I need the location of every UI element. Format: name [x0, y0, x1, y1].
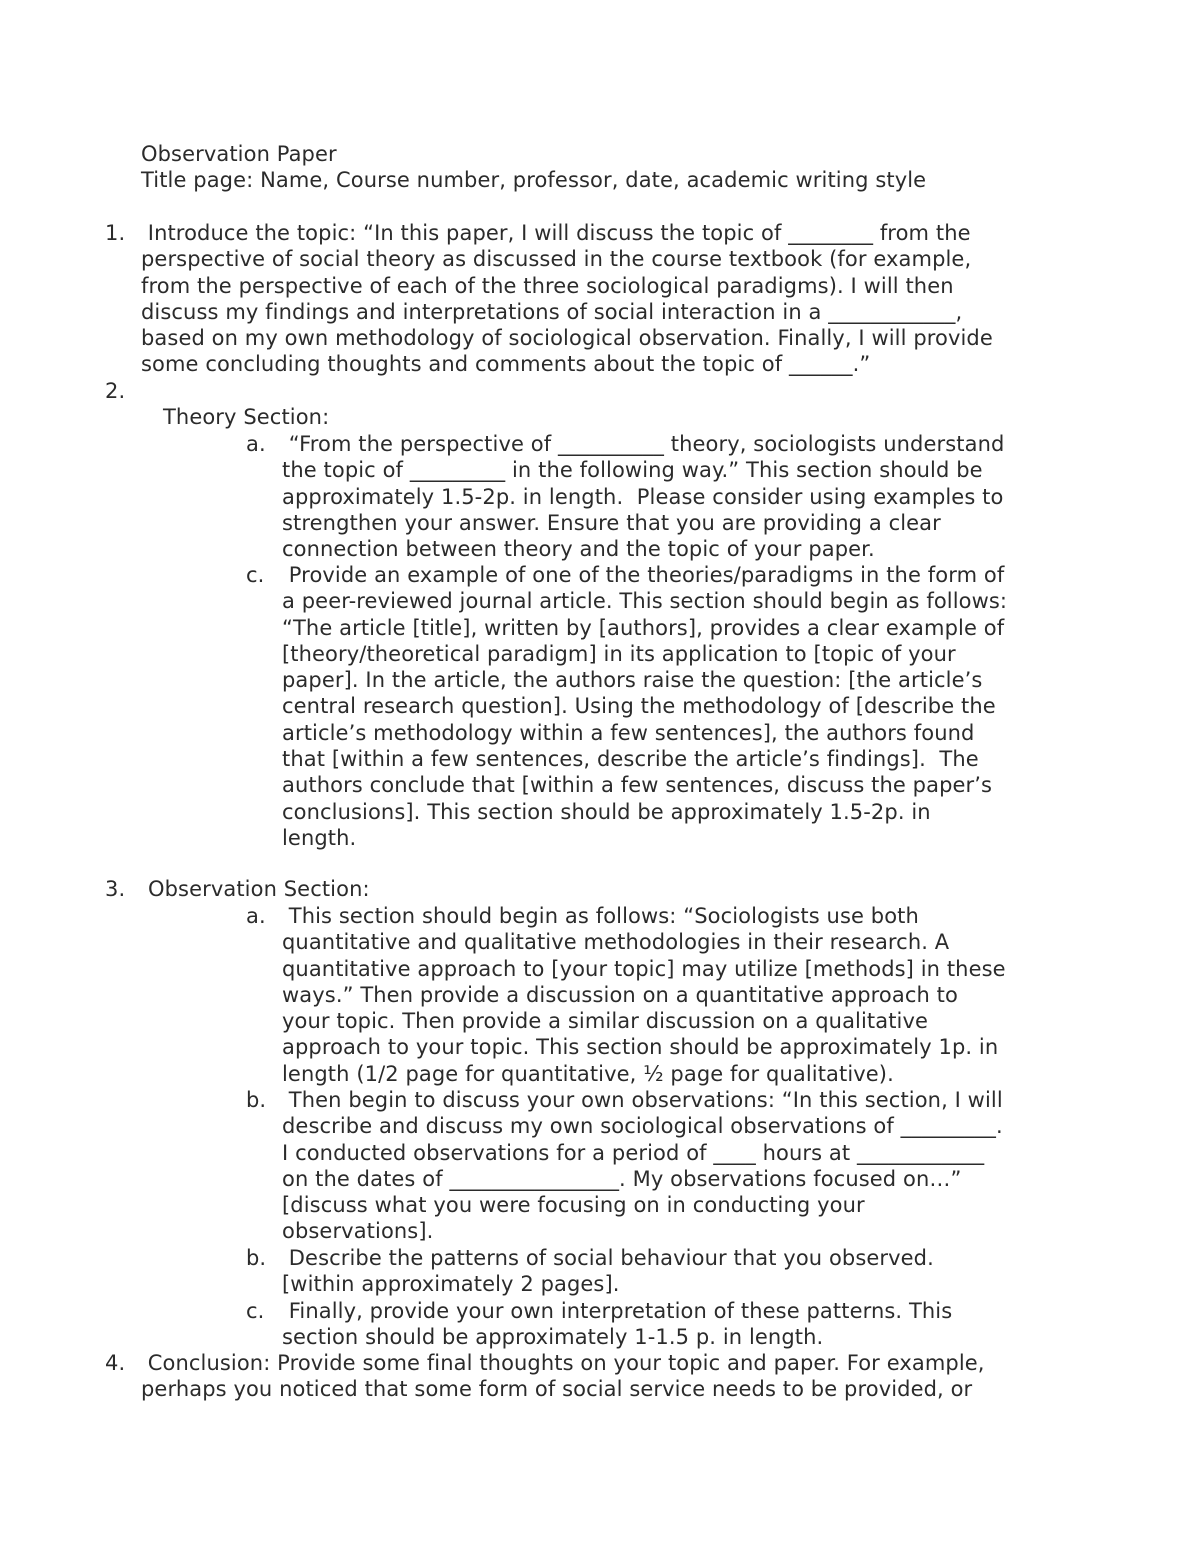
- list-number-3: 3.: [105, 877, 126, 901]
- text-line: [discuss what you were focusing on in conducting your: [282, 1193, 865, 1218]
- text-line: ways.” Then provide a discussion on a quantitative approach to: [282, 982, 958, 1007]
- text-line: Describe the patterns of social behaviour that you observed.: [282, 1246, 934, 1270]
- list-marker: b.: [246, 1088, 267, 1112]
- text-line: approach to your topic. This section should be approximately 1p. in: [282, 1035, 999, 1060]
- text-line: section should be approximately 1-1.5 p. in length.: [282, 1325, 824, 1350]
- theory-heading: [163, 404, 329, 430]
- text-line: “The article [title], written by [authors], provides a clear example of: [282, 615, 1005, 640]
- text-line: observations].: [282, 1219, 434, 1244]
- text-line: describe and discuss my own sociological observations of _________.: [282, 1114, 1003, 1139]
- text-line: perspective of social theory as discussed in the course textbook (for example,: [141, 247, 972, 272]
- text-line: quantitative and qualitative methodologies in their research. A: [282, 930, 950, 955]
- list-number-2: 2.: [105, 379, 126, 403]
- text-line: perhaps you noticed that some form of social service needs to be provided, or: [141, 1377, 973, 1402]
- text-line: [within approximately 2 pages].: [282, 1272, 620, 1297]
- list-number-1: 1.: [105, 221, 126, 245]
- text-line: based on my own methodology of sociological observation. Finally, I will provide: [141, 326, 993, 351]
- text-line: central research question]. Using the methodology of [describe the: [282, 694, 996, 719]
- theory-item-a: [282, 431, 1004, 562]
- text-line: This section should begin as follows: “Sociologists use both: [282, 904, 919, 928]
- theory-item-c: [282, 562, 1007, 851]
- text-line: article’s methodology within a few sentences], the authors found: [282, 720, 975, 745]
- list-marker: a.: [246, 432, 266, 456]
- text-line: discuss my findings and interpretations of social interaction in a ____________,: [141, 299, 963, 324]
- title-page-note: Title page: Name, Course number, professor, date, academic writing style: [141, 168, 927, 193]
- list-marker: b.: [246, 1246, 267, 1270]
- text-line: Then begin to discuss your own observations: “In this section, I will: [282, 1088, 1003, 1112]
- text-line: on the dates of ________________. My observations focused on…”: [282, 1166, 962, 1191]
- text-line: “From the perspective of __________ theory, sociologists understand: [282, 432, 1005, 456]
- section-heading: Theory Section:: [163, 405, 330, 429]
- text-line: Conclusion: Provide some final thoughts on your topic and paper. For example,: [141, 1351, 985, 1375]
- conclusion-paragraph: [141, 1350, 985, 1403]
- text-line: length.: [282, 825, 357, 850]
- list-marker: c.: [246, 563, 265, 587]
- text-line: length (1/2 page for quantitative, ½ page for qualitative).: [282, 1061, 894, 1086]
- text-line: some concluding thoughts and comments about the topic of ______.”: [141, 352, 871, 377]
- text-line: approximately 1.5-2p. in length. Please consider using examples to: [282, 484, 1004, 509]
- text-line: [theory/theoretical paradigm] in its application to [topic of your: [282, 641, 956, 666]
- section-heading: Observation Section:: [148, 877, 370, 901]
- observation-item-b2: [282, 1245, 934, 1298]
- list-marker: a.: [246, 904, 266, 928]
- intro-paragraph: [141, 220, 993, 378]
- text-line: quantitative approach to [your topic] may utilize [methods] in these: [282, 956, 1006, 981]
- list-marker: c.: [246, 1299, 265, 1323]
- observation-heading: [148, 876, 370, 902]
- text-line: authors conclude that [within a few sentences, discuss the paper’s: [282, 773, 993, 798]
- document-title: Observation Paper: [141, 142, 337, 166]
- text-line: strengthen your answer. Ensure that you are providing a clear: [282, 510, 941, 535]
- text-line: Finally, provide your own interpretation of these patterns. This: [282, 1299, 953, 1323]
- observation-item-c: [282, 1298, 952, 1351]
- observation-item-a: [282, 903, 1006, 1087]
- text-line: paper]. In the article, the authors raise the question: [the article’s: [282, 668, 983, 693]
- text-line: Introduce the topic: “In this paper, I will discuss the topic of ________ from the: [141, 221, 971, 245]
- text-line: from the perspective of each of the three sociological paradigms). I will then: [141, 273, 954, 298]
- text-line: connection between theory and the topic of your paper.: [282, 537, 875, 562]
- observation-item-b: [282, 1087, 1003, 1245]
- text-line: a peer-reviewed journal article. This section should begin as follows:: [282, 589, 1008, 614]
- text-line: conclusions]. This section should be approximately 1.5-2p. in: [282, 799, 931, 824]
- text-line: Provide an example of one of the theories/paradigms in the form of: [282, 563, 1005, 587]
- list-number-4: 4.: [105, 1351, 126, 1375]
- text-line: that [within a few sentences, describe the article’s findings]. The: [282, 747, 979, 772]
- text-line: your topic. Then provide a similar discussion on a qualitative: [282, 1009, 929, 1034]
- text-line: I conducted observations for a period of ____ hours at ____________: [282, 1140, 985, 1165]
- header: [141, 141, 926, 194]
- text-line: the topic of _________ in the following way.” This section should be: [282, 458, 983, 483]
